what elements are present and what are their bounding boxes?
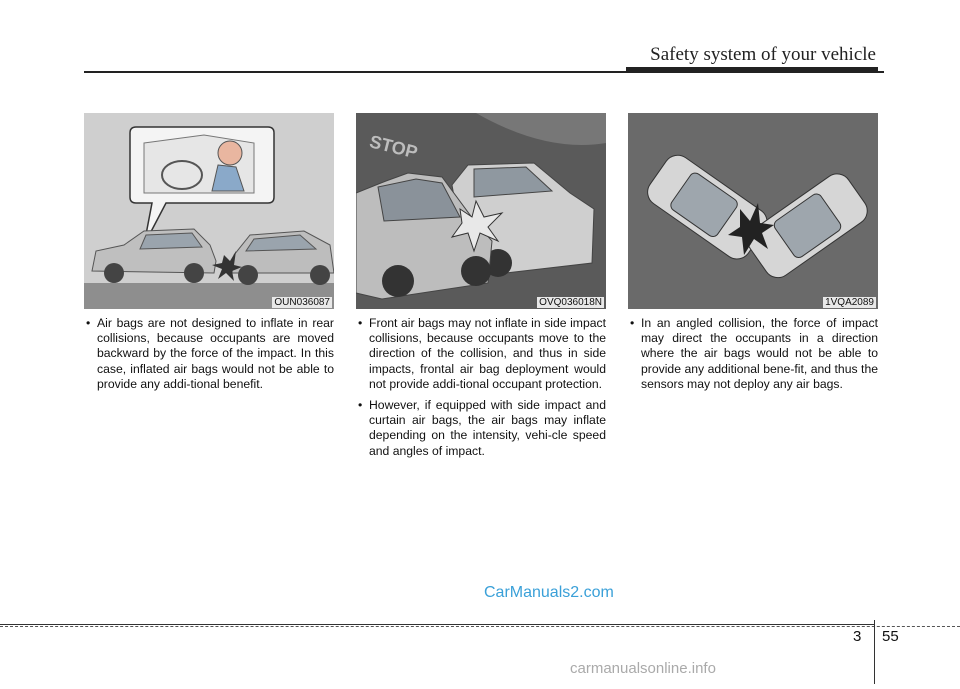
bullet-glyph: • — [86, 316, 91, 330]
chapter-number: 3 — [853, 628, 862, 645]
side-impact-illustration — [356, 113, 606, 309]
footer-rule — [0, 624, 874, 625]
section-header-title: Safety system of your vehicle — [650, 44, 876, 65]
column-angled-collision — [628, 316, 878, 398]
bullet-text: Air bags are not designed to inflate in rear collisions, because occupants are moved backward by the force of the impact. In this case, inflated air bags would not be able to provide any addi-tional benefit. — [97, 316, 334, 391]
bullet-item — [356, 398, 606, 459]
bullet-text: However, if equipped with side impact and curtain air bags, the air bags may inflate depending on the intensity, vehi-cle speed and angles of impact. — [369, 398, 606, 458]
page-number-divider — [874, 620, 875, 684]
bullet-glyph: • — [358, 398, 363, 413]
header-rule-accent — [626, 67, 878, 73]
column-side-impact — [356, 316, 606, 465]
bullet-text: In an angled collision, the force of impact may direct the occupants in a direction where the air bags would not be able to provide any additional bene-fit, and thus the sensors may not deploy any air bags. — [641, 316, 878, 391]
bullet-item — [84, 316, 334, 392]
bullet-item — [356, 316, 606, 392]
bullet-glyph: • — [358, 316, 363, 330]
bullet-glyph: • — [630, 316, 635, 330]
figure-code: 1VQA2089 — [825, 297, 874, 308]
figure-side-impact — [356, 113, 606, 309]
angled-collision-illustration — [628, 113, 878, 309]
bullet-item — [628, 316, 878, 392]
page-number: 55 — [882, 628, 899, 645]
site-footer-watermark: carmanualsonline.info — [570, 660, 716, 677]
figure-angled-collision — [628, 113, 878, 309]
figure-code: OUN036087 — [274, 297, 330, 308]
footer-dashed-rule — [0, 626, 960, 627]
bullet-text: Front air bags may not inflate in side impact collisions, because occupants move to the direction of the collision, and thus in side impacts, frontal air bag deployment would not provide addi-tional occupant protection. — [369, 316, 606, 391]
rear-collision-illustration — [84, 113, 334, 309]
watermark-link[interactable]: CarManuals2.com — [484, 584, 614, 601]
figure-code: OVQ036018N — [539, 297, 602, 308]
column-rear-collision — [84, 316, 334, 398]
figure-rear-collision — [84, 113, 334, 309]
road-marking-text: STOP — [367, 131, 420, 163]
